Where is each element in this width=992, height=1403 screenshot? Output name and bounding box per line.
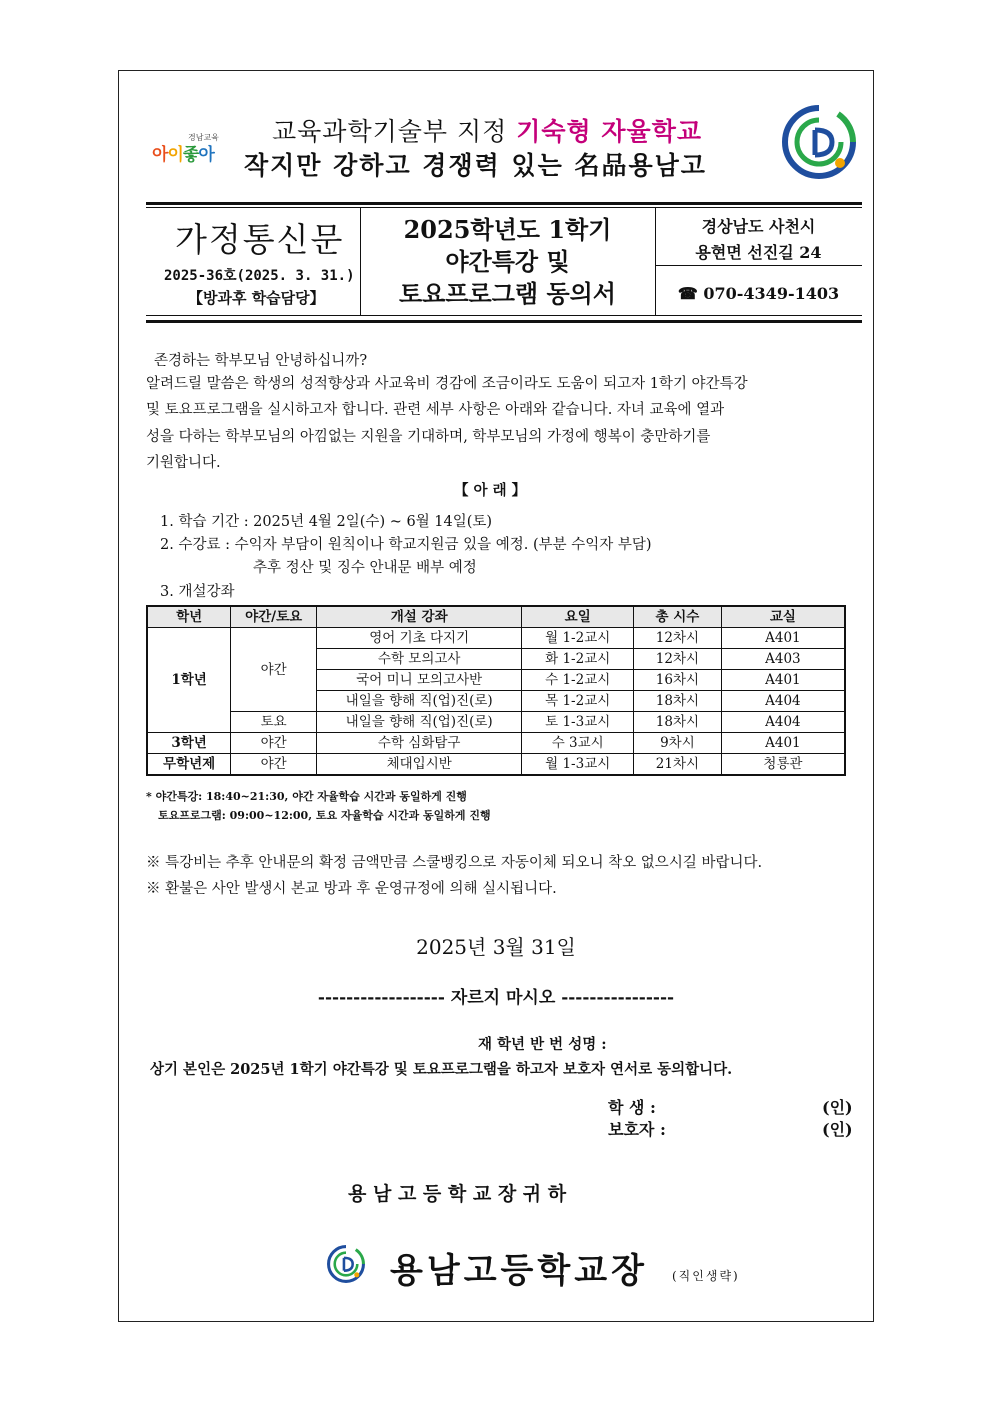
notice-title: 가정통신문 <box>175 220 345 259</box>
intro-line: 및 토요프로그램을 실시하고자 합니다. 관련 세부 사항은 아래와 같습니다. 자녀 교육에 열과 <box>146 402 725 418</box>
header-line-1: 교육과학기술부 지정 기숙형 자율학교 <box>272 117 703 146</box>
header-line-2: 작지만 강하고 경쟁력 있는 名品용남고 <box>244 151 707 180</box>
table-row: 수학 모의고사 화 1-2교시 12차시 A403 <box>147 649 845 670</box>
table-row: 무학년제 야간 체대입시반 월 1-3교시 21차시 청룡관 <box>147 754 845 776</box>
issue-number: 2025-36호(2025. 3. 31.) <box>164 268 355 284</box>
remark-refund: ※ 환불은 사안 발생시 본교 방과 후 운영규정에 의해 실시됩니다. <box>146 881 557 897</box>
time-note-night: * 야간특강: 18:40~21:30, 야간 자율학습 시간과 동일하게 진행 <box>146 790 467 803</box>
table-row: 토요 내일을 향해 직(업)진(로) 토 1-3교시 18차시 A404 <box>147 712 845 733</box>
table-header-row: 학년 야간/토요 개설 강좌 요일 총 시수 교실 <box>147 606 845 628</box>
item-period: 1. 학습 기간 : 2025년 4월 2일(수) ~ 6월 14일(토) <box>160 514 493 530</box>
table-row: 국어 미니 모의고사반 수 1-2교시 16차시 A401 <box>147 670 845 691</box>
arae-heading: 【 아 래 】 <box>454 482 527 499</box>
address-line-2: 용현면 선진길 24 <box>695 243 822 262</box>
addressee: 용 남 고 등 학 교 장 귀 하 <box>348 1183 567 1205</box>
table-row: 1학년 야간 영어 기초 다지기 월 1-2교시 12차시 A401 <box>147 628 845 649</box>
intro-line: 기원합니다. <box>146 455 221 471</box>
student-info-field: 재 학년 반 번 성명 : <box>478 1036 607 1053</box>
remark-fee: ※ 특강비는 추후 안내문의 확정 금액만큼 스쿨뱅킹으로 자동이체 되오니 착오 없으시길 바랍니다. <box>146 855 763 871</box>
greeting: 존경하는 학부모님 안녕하십니까? <box>154 353 368 369</box>
guardian-seal: (인) <box>822 1120 853 1139</box>
school-emblem-icon <box>326 1244 366 1284</box>
intro-line: 성을 다하는 학부모님의 아낌없는 지원을 기대하며, 학부모님의 가정에 행복이 충만하기를 <box>146 429 711 445</box>
item-fee-note: 추후 정산 및 징수 안내문 배부 예정 <box>253 560 477 576</box>
phone-number: ☎ 070-4349-1403 <box>677 284 840 303</box>
guardian-sign-label: 보호자 : <box>608 1120 666 1139</box>
student-seal: (인) <box>822 1098 853 1117</box>
seal-omitted-note: (직인생략) <box>672 1269 740 1283</box>
table-row: 3학년 야간 수학 심화탐구 수 3교시 9차시 A401 <box>147 733 845 754</box>
cut-line: ------------------ 자르지 마시오 ---------------- <box>317 988 675 1008</box>
document-date: 2025년 3월 31일 <box>416 935 576 959</box>
address-line-1: 경상남도 사천시 <box>701 217 816 236</box>
school-mascot-logo: 경남교육 아이좋아 <box>152 133 219 165</box>
item-fee: 2. 수강료 : 수익자 부담이 원칙이나 학교지원금 있을 예정. (부분 수익자 부담) <box>160 537 652 553</box>
department: 【방과후 학습담당】 <box>188 289 325 307</box>
school-emblem-icon <box>780 103 858 181</box>
time-note-saturday: 토요프로그램: 09:00~12:00, 토요 자율학습 시간과 동일하게 진행 <box>158 809 491 822</box>
table-row: 내일을 향해 직(업)진(로) 목 1-2교시 18차시 A404 <box>147 691 845 712</box>
principal-name: 용남고등학교장 <box>390 1251 648 1291</box>
student-sign-label: 학 생 : <box>608 1098 656 1117</box>
course-table <box>146 605 846 776</box>
document-subject: 2025학년도 1학기 야간특강 및 토요프로그램 동의서 <box>398 215 616 308</box>
consent-statement: 상기 본인은 2025년 1학기 야간특강 및 토요프로그램을 하고자 보호자 연서로 동의합니다. <box>150 1061 733 1078</box>
intro-line: 알려드릴 말씀은 학생의 성적향상과 사교육비 경감에 조금이라도 도움이 되고자 1학기 야간특강 <box>146 376 748 392</box>
item-courses: 3. 개설강좌 <box>160 584 235 600</box>
